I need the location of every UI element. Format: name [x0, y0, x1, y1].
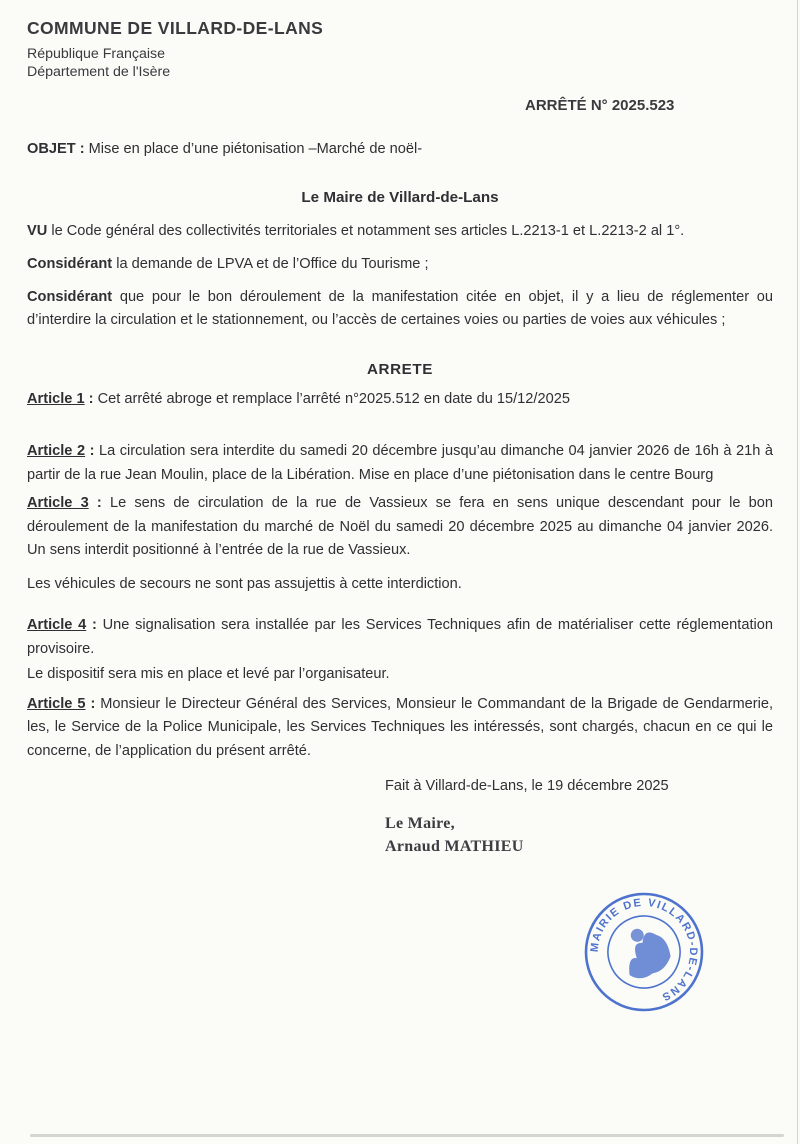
considerant-2	[27, 286, 773, 333]
article-1-separator: :	[84, 390, 98, 407]
considerant-1	[27, 253, 773, 277]
commune-name: COMMUNE DE VILLARD-DE-LANS	[27, 18, 324, 38]
objet-label: OBJET :	[27, 141, 85, 157]
scan-artifact-bottom	[30, 1134, 784, 1137]
article-3-text: Le sens de circulation de la rue de Vassieux se fera en sens unique descendant pour le bon déroulement de la manifestation du marché de Noël du samedi 20 décembre 2025 au dimanche 04 janvier 2026. Un sens interdit positionné à l’entrée de la rue de Vassieux.	[27, 495, 773, 558]
article-3	[27, 492, 773, 563]
fait-line: Fait à Villard-de-Lans, le 19 décembre 2025	[385, 778, 669, 794]
secours-paragraph: Les véhicules de secours ne sont pas assujettis à cette interdiction.	[27, 575, 462, 592]
article-3-label: Article 3	[27, 495, 89, 511]
letterhead	[27, 18, 773, 81]
signature-name: Arnaud MATHIEU	[385, 837, 524, 855]
departement-line: Département de l'Isère	[27, 64, 171, 80]
article-1	[27, 388, 773, 412]
article-5-label: Article 5	[27, 695, 86, 712]
republique-line: République Française	[27, 46, 166, 62]
considerant-2-text: que pour le bon déroulement de la manifestation citée en objet, il y a lieu de réglementer ou d’interdire la circulation et le stationnement, ou l’accès de certaines voies ou parties de voies aux véhicules ;	[27, 288, 773, 328]
article-5	[27, 693, 773, 764]
mairie-stamp-icon	[553, 861, 735, 1043]
vu-label: VU	[27, 222, 48, 239]
dispositif-paragraph: Le dispositif sera mis en place et levé par l’organisateur.	[27, 666, 390, 682]
article-2-separator: :	[85, 443, 99, 459]
arrete-heading: ARRETE	[366, 360, 434, 378]
article-1-label: Article 1	[27, 390, 85, 407]
signature-role: Le Maire,	[385, 814, 455, 832]
considerant-2-label: Considérant	[27, 288, 113, 305]
vu-paragraph	[27, 220, 773, 244]
article-3-separator: :	[88, 495, 110, 511]
article-2-label: Article 2	[27, 443, 86, 459]
article-2	[27, 440, 773, 487]
article-4-text: Une signalisation sera installée par les Services Techniques afin de matérialiser cette réglementation provisoire.	[27, 617, 773, 657]
considerant-1-text: la demande de LPVA et de l’Office du Tourisme ;	[116, 256, 429, 272]
objet-text: Mise en place d’une piétonisation –Marché de noël-	[88, 141, 423, 157]
article-5-separator: :	[85, 695, 101, 712]
arrete-number: ARRÊTÉ N° 2025.523	[525, 97, 675, 114]
letterhead-sub	[27, 45, 773, 81]
vu-text: le Code général des collectivités territoriales et notamment ses articles L.2213-1 et L.2213-2 al 1°.	[51, 222, 685, 239]
objet-line	[27, 138, 773, 162]
stamp-text: MAIRIE DE VILLARD-DE-LANS	[588, 896, 700, 1004]
article-5-text: Monsieur le Directeur Général des Services, Monsieur le Commandant de la Brigade de Gendarmerie, les, le Service de la Police Municipale, les Services Techniques les intéressés, sont chargés, chacun en ce qui le concerne, de l’application du présent arrêté.	[27, 695, 773, 759]
document-title: Le Maire de Villard-de-Lans	[301, 188, 499, 206]
scan-artifact-right	[797, 0, 798, 1144]
article-4-separator: :	[86, 617, 103, 633]
article-1-text: Cet arrêté abroge et remplace l’arrêté n°2025.512 en date du 15/12/2025	[97, 390, 570, 407]
signature-block	[385, 812, 773, 858]
considerant-1-label: Considérant	[27, 256, 113, 272]
article-4-label: Article 4	[27, 617, 87, 633]
stamp-emblem	[617, 928, 675, 983]
article-4	[27, 614, 773, 661]
article-2-text: La circulation sera interdite du samedi 20 décembre jusqu’au dimanche 04 janvier 2026 de 16h à 21h à partir de la rue Jean Moulin, place de la Libération. Mise en place d’une piétonisation dans le centre Bourg	[27, 443, 773, 483]
